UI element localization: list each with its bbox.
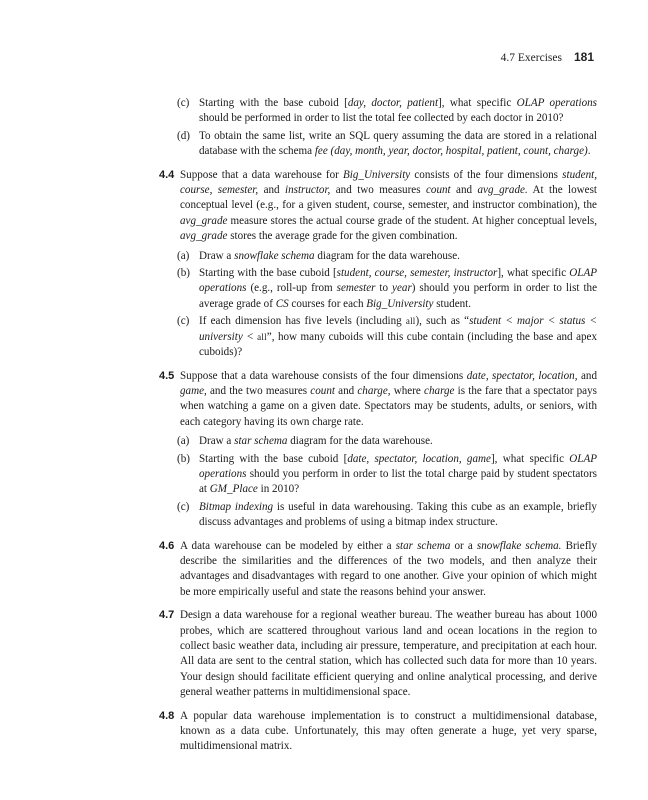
page-number: 181 <box>573 50 594 64</box>
exercise-list <box>159 96 597 759</box>
exercise-number: 4.4 <box>159 168 175 181</box>
subitem-4-4-b: (b) Starting with the base cuboid [student, course, semester, instructor], what specific OLAP operations (e.g., roll-up from semester to year) should you perform in order to list the average grade of CS courses for each Big_University student. <box>177 267 598 310</box>
exercise-number: 4.5 <box>159 369 175 382</box>
subitem-4-4-a: (a) Draw a snowflake schema diagram for the data warehouse. <box>177 249 460 262</box>
exercise-4-6: 4.6 A data warehouse can be modeled by either a star schema or a snowflake schema. Briefly describe the similarities and the differences of the two models, and then analyze their advantages and disadvantages with regard to one another. Give your opinion of which might be more empirically useful and state the reasons behind your answer. <box>159 539 598 598</box>
subitem-4-4-c: (c) If each dimension has five levels (including all), such as “student < major < status < university < all”, how many cuboids will this cube contain (including the base and apex cuboids)? <box>177 315 598 359</box>
exercise-4-7: 4.7 Design a data warehouse for a regional weather bureau. The weather bureau has about 1000 probes, which are scattered throughout various land and ocean locations in the region to collect basic weather data, including air pressure, temperature, and precipitation at each hour. All data are sent to the central station, which has collected such data for more than 10 years. Your design should facilitate efficient querying and online analytical processing, and derive general weather patterns in multidimensional space. <box>159 609 597 699</box>
section-title: 4.7 Exercises <box>500 52 562 64</box>
exercise-number: 4.8 <box>159 709 175 722</box>
subitem-4-5-c: (c) Bitmap indexing is useful in data warehousing. Taking this cube as an example, briefly discuss advantages and problems of using a bitmap index structure. <box>177 500 597 529</box>
subitem-d-prev: (d) To obtain the same list, write an SQL query assuming the data are stored in a relational database with the schema fee (day, month, year, doctor, hospital, patient, count, charge). <box>177 129 597 158</box>
subitem-c-prev: (c) Starting with the base cuboid [day, doctor, patient], what specific OLAP operations should be performed in order to list the total fee collected by each doctor in 2010? <box>177 97 597 125</box>
exercise-4-8: 4.8 A popular data warehouse implementation is to construct a multidimensional database, known as a data cube. Unfortunately, this may often generate a huge, yet very sparse, multidimensional matrix. <box>159 709 597 753</box>
subitem-4-5-a: (a) Draw a star schema diagram for the data warehouse. <box>177 435 433 448</box>
exercise-number: 4.7 <box>159 609 175 622</box>
exercise-4-4: 4.4 Suppose that a data warehouse for Big_University consists of the four dimensions student, course, semester, and instructor, and two measures count and avg_grade. At the lowest conceptual level (e.g., for a given student, course, semester, and instructor combination), the avg_grade measure stores the actual course grade of the student. At higher conceptual levels, avg_grade stores the average grade for the given combination. <box>159 168 598 243</box>
exercise-number: 4.6 <box>159 539 175 552</box>
subitem-4-5-b: (b) Starting with the base cuboid [date, spectator, location, game], what specific OLAP operations should you perform in order to list the total charge paid by student spectators at GM_Place in 2010? <box>177 452 598 496</box>
running-header <box>0 50 594 64</box>
exercise-4-5: 4.5 Suppose that a data warehouse consists of the four dimensions date, spectator, location, and game, and the two measures count and charge, where charge is the fare that a spectator pays when watching a game on a given date. Spectators may be students, adults, or seniors, with each category having its own charge rate. <box>159 369 597 428</box>
